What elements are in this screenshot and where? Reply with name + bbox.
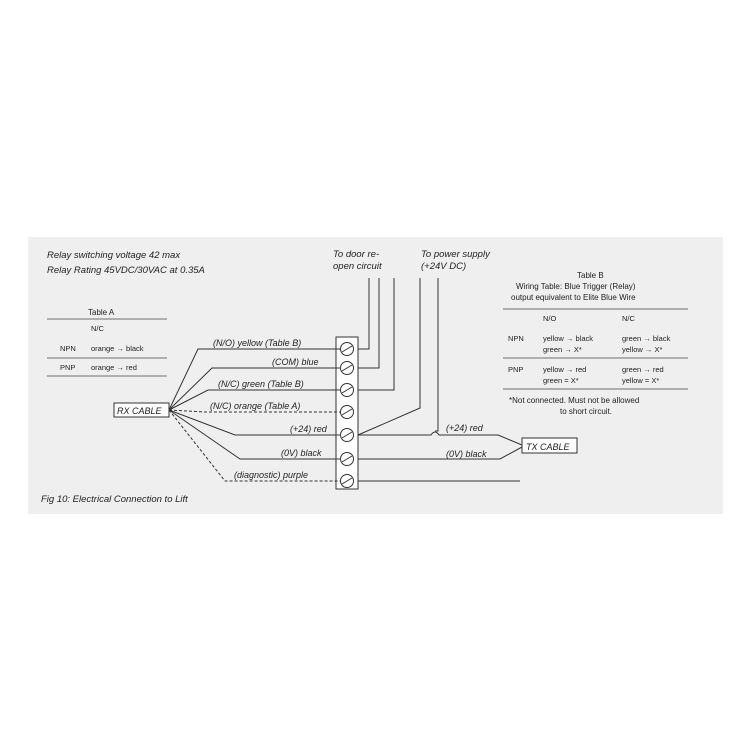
rx-wire-label: (+24) red — [290, 424, 327, 434]
table-b-footnote-2: to short circuit. — [560, 407, 613, 416]
tx-wire-red — [358, 432, 522, 445]
rx-wire-label: (N/O) yellow (Table B) — [213, 338, 302, 348]
table-a-row-value: orange → black — [91, 344, 144, 353]
terminal-screw — [341, 406, 354, 419]
relay-voltage-note: Relay switching voltage 42 max — [47, 250, 181, 261]
tx-wire-label: (+24) red — [446, 423, 483, 433]
table-b-footnote-1: *Not connected. Must not be allowed — [509, 396, 640, 405]
rx-wire-label: (COM) blue — [272, 357, 319, 367]
rx-wire-label: (diagnostic) purple — [234, 470, 309, 480]
table-b-subtitle-1: Wiring Table: Blue Trigger (Relay) — [516, 282, 636, 291]
table-a-header: N/C — [91, 324, 104, 333]
terminal-screw — [341, 453, 354, 466]
table-a-row-type: PNP — [60, 363, 76, 372]
rx-wire-label: (N/C) orange (Table A) — [210, 401, 301, 411]
power-wire-return — [435, 278, 438, 431]
table-b-col-nc: N/C — [622, 314, 635, 323]
power-label-1: To power supply — [421, 249, 490, 260]
rx-cable-label: RX CABLE — [117, 406, 162, 416]
table-b-no-2: green = X* — [543, 376, 579, 385]
table-b-no-2: green → X* — [543, 345, 582, 354]
table-b-no-1: yellow → black — [543, 334, 594, 343]
rx-wires — [169, 338, 340, 481]
terminal-screw — [341, 475, 354, 488]
table-b-nc-2: yellow = X* — [622, 376, 660, 385]
table-b — [503, 271, 688, 416]
terminal-screw — [341, 343, 354, 356]
table-a-row-type: NPN — [60, 344, 76, 353]
door-label-2: open circuit — [333, 261, 382, 272]
tx-wires — [358, 423, 522, 481]
top-risers — [358, 278, 438, 435]
door-wire-3 — [358, 278, 394, 390]
table-b-row-type: NPN — [508, 334, 524, 343]
door-label-1: To door re- — [333, 249, 380, 260]
tx-cable-label: TX CABLE — [526, 442, 570, 452]
tx-wire-label: (0V) black — [446, 449, 487, 459]
table-b-subtitle-2: output equivalent to Elite Blue Wire — [511, 293, 636, 302]
table-b-no-1: yellow → red — [543, 365, 587, 374]
terminal-screw — [341, 429, 354, 442]
table-b-nc-1: green → red — [622, 365, 664, 374]
figure-caption: Fig 10: Electrical Connection to Lift — [41, 494, 188, 505]
door-wire-1 — [358, 278, 369, 349]
rx-wire-label: (0V) black — [281, 448, 322, 458]
power-label-2: (+24V DC) — [421, 261, 467, 272]
table-a-row-value: orange → red — [91, 363, 137, 372]
table-b-col-no: N/O — [543, 314, 557, 323]
tx-wire-black — [358, 447, 522, 459]
table-b-nc-1: green → black — [622, 334, 671, 343]
table-a-title: Table A — [88, 308, 115, 317]
terminal-screw — [341, 362, 354, 375]
table-b-nc-2: yellow → X* — [622, 345, 663, 354]
table-b-row-type: PNP — [508, 365, 524, 374]
terminal-screw — [341, 384, 354, 397]
table-b-title: Table B — [577, 271, 604, 280]
relay-rating-note: Relay Rating 45VDC/30VAC at 0.35A — [47, 265, 205, 276]
power-wire-positive — [358, 278, 420, 435]
rx-wire-label: (N/C) green (Table B) — [218, 379, 304, 389]
table-a — [47, 308, 167, 376]
